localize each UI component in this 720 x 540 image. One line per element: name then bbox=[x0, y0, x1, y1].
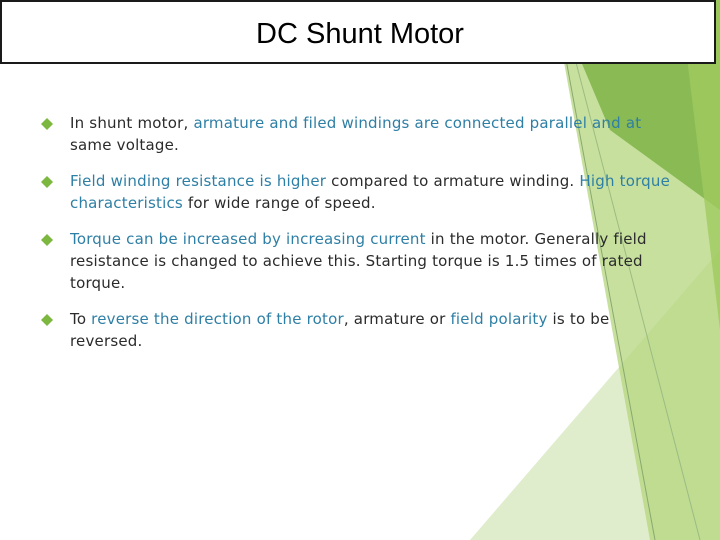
highlighted-text: High torque characteristics bbox=[70, 172, 671, 212]
bullet-item bbox=[42, 170, 682, 214]
bullet-text: in the motor. Generally field resistance is changed to achieve this. Starting torque is 1.5 times of rated torque. bbox=[70, 230, 647, 292]
highlighted-text: field polarity bbox=[450, 310, 548, 328]
bullet-item bbox=[42, 112, 682, 156]
diamond-bullet-icon bbox=[41, 176, 53, 188]
highlighted-text: reverse the direction of the rotor bbox=[91, 310, 344, 328]
bullet-text: To bbox=[70, 310, 92, 328]
highlighted-text: Field winding resistance is higher bbox=[70, 172, 327, 190]
highlighted-text: Torque can be increased by increasing current bbox=[70, 230, 426, 248]
slide-title: DC Shunt Motor bbox=[256, 18, 464, 50]
bullet-item bbox=[42, 228, 682, 294]
highlighted-text: armature and filed windings are connected parallel and at bbox=[193, 114, 642, 132]
diamond-bullet-icon bbox=[41, 314, 53, 326]
diamond-bullet-icon bbox=[41, 234, 53, 246]
bullet-text: In shunt motor, bbox=[70, 114, 194, 132]
bullet-item bbox=[42, 308, 682, 352]
bullet-text: , armature or bbox=[343, 310, 451, 328]
bullet-list bbox=[42, 112, 682, 366]
bullet-text: for wide range of speed. bbox=[182, 194, 376, 212]
diamond-bullet-icon bbox=[41, 118, 53, 130]
bullet-text: compared to armature winding. bbox=[326, 172, 580, 190]
bullet-text: same voltage. bbox=[70, 136, 180, 154]
bullet-text: is to be reversed. bbox=[70, 310, 610, 350]
